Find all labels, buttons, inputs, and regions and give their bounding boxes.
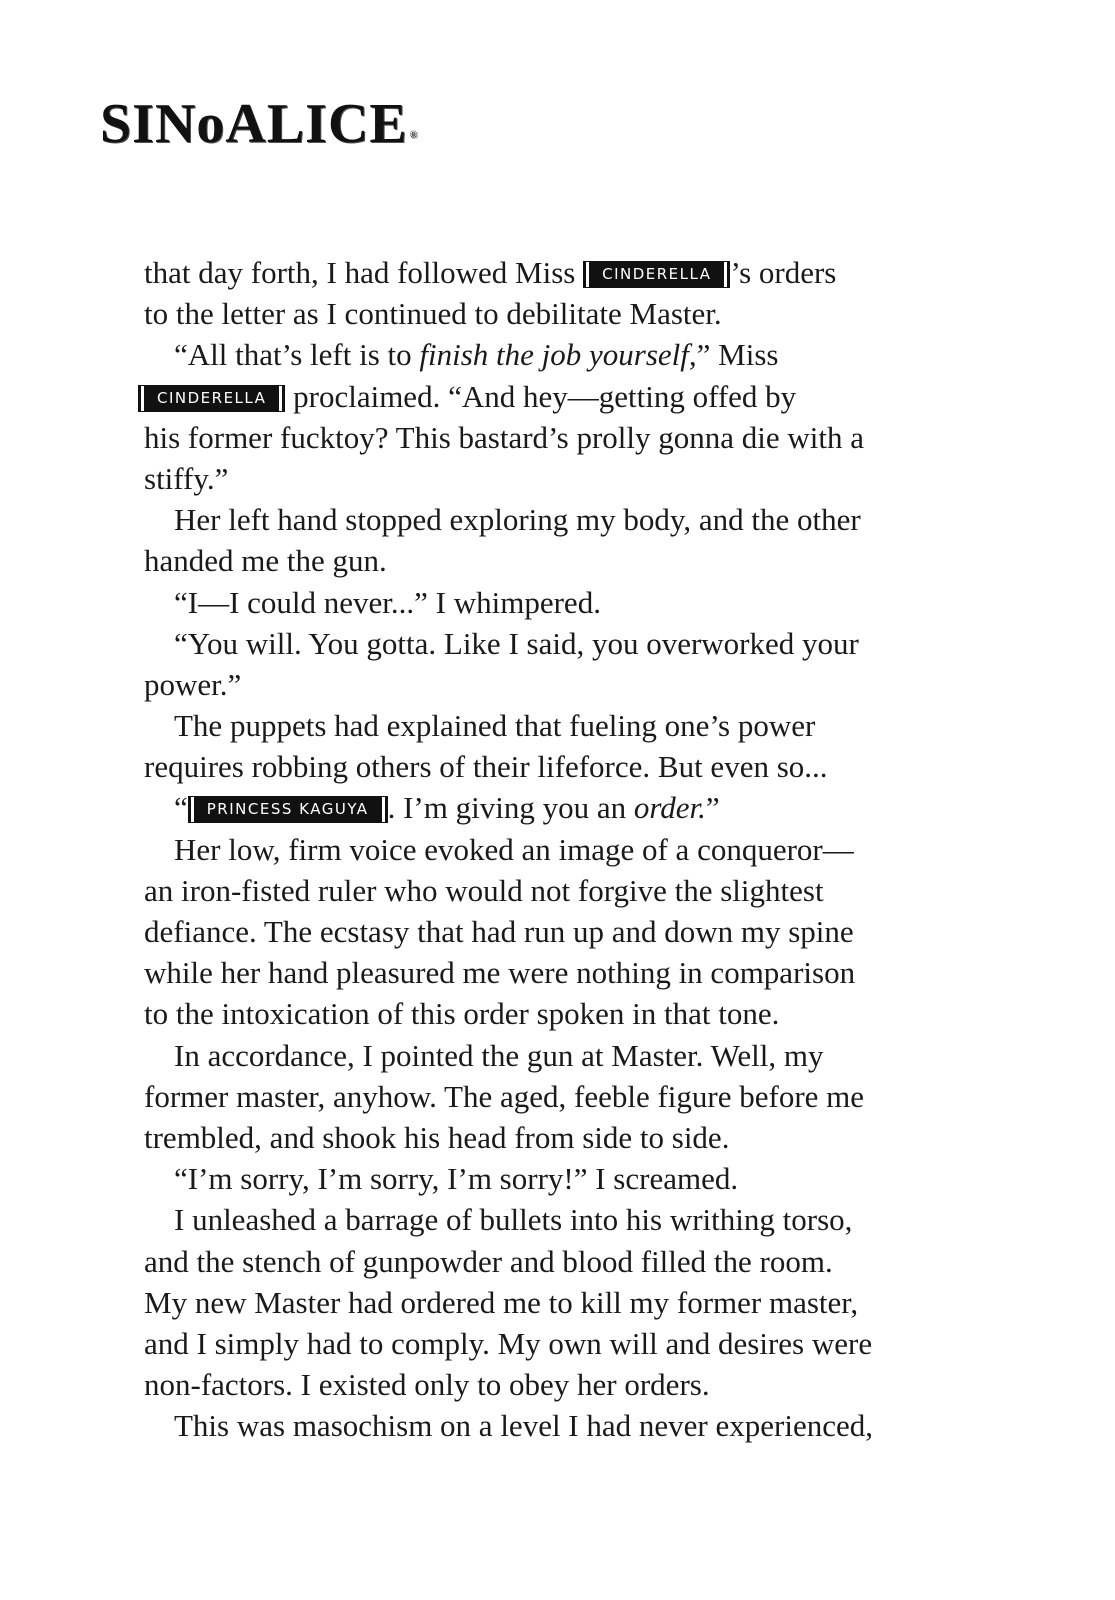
text-line: “You will. You gotta. Like I said, you overworked your xyxy=(174,625,859,661)
text-line: and the stench of gunpowder and blood filled the room. xyxy=(144,1243,833,1279)
text-line: I unleashed a barrage of bullets into his writhing torso, xyxy=(174,1202,853,1238)
logo-text: SINoALICE xyxy=(100,93,408,155)
text-line: “All that’s left is to finish the job yourself,” Miss xyxy=(174,337,779,373)
text-line: Her low, firm voice evoked an image of a conqueror— xyxy=(174,831,854,867)
text-line: In accordance, I pointed the gun at Master. Well, my xyxy=(174,1037,824,1073)
censored-name-cinderella: CINDERELLA xyxy=(144,385,279,412)
text-line: This was masochism on a level I had never experienced, xyxy=(174,1408,873,1444)
censored-name-cinderella: CINDERELLA xyxy=(589,261,724,288)
text-line: “I’m sorry, I’m sorry, I’m sorry!” I screamed. xyxy=(174,1161,739,1197)
book-logo xyxy=(100,92,418,156)
text-line: to the letter as I continued to debilitate Master. xyxy=(144,296,722,332)
text-line: CINDERELLA proclaimed. “And hey—getting offed by xyxy=(144,376,944,417)
text-line: power.” xyxy=(144,666,242,702)
text-line: former master, anyhow. The aged, feeble figure before me xyxy=(144,1078,865,1114)
text-line: while her hand pleasured me were nothing in comparison xyxy=(144,955,856,991)
text-line: stiffy.” xyxy=(144,460,229,496)
text-line: Her left hand stopped exploring my body, and the other xyxy=(174,502,861,538)
text-line: My new Master had ordered me to kill my former master, xyxy=(144,1284,859,1320)
page-body xyxy=(144,252,944,1446)
registered-mark: ® xyxy=(409,130,419,141)
text-line: non-factors. I existed only to obey her orders. xyxy=(144,1367,710,1403)
text-line: “I—I could never...” I whimpered. xyxy=(174,584,601,620)
text-line: trembled, and shook his head from side to side. xyxy=(144,1119,730,1155)
text-line: and I simply had to comply. My own will and desires were xyxy=(144,1325,873,1361)
text-line: handed me the gun. xyxy=(144,543,387,579)
text-line: his former fucktoy? This bastard’s prolly gonna die with a xyxy=(144,419,865,455)
text-line: an iron-fisted ruler who would not forgive the slightest xyxy=(144,872,824,908)
text-line: defiance. The ecstasy that had run up and down my spine xyxy=(144,914,854,949)
text-line: that day forth, I had followed Miss CINDERELLA ’s orders xyxy=(144,255,837,290)
text-line: to the intoxication of this order spoken in that tone. xyxy=(144,996,780,1032)
text-line: The puppets had explained that fueling one’s power xyxy=(174,708,816,744)
censored-name-kaguya: PRINCESS KAGUYA xyxy=(194,796,382,823)
text-line: “ PRINCESS KAGUYA . I’m giving you an order.” xyxy=(174,790,720,826)
text-line: requires robbing others of their lifeforce. But even so... xyxy=(144,749,828,785)
